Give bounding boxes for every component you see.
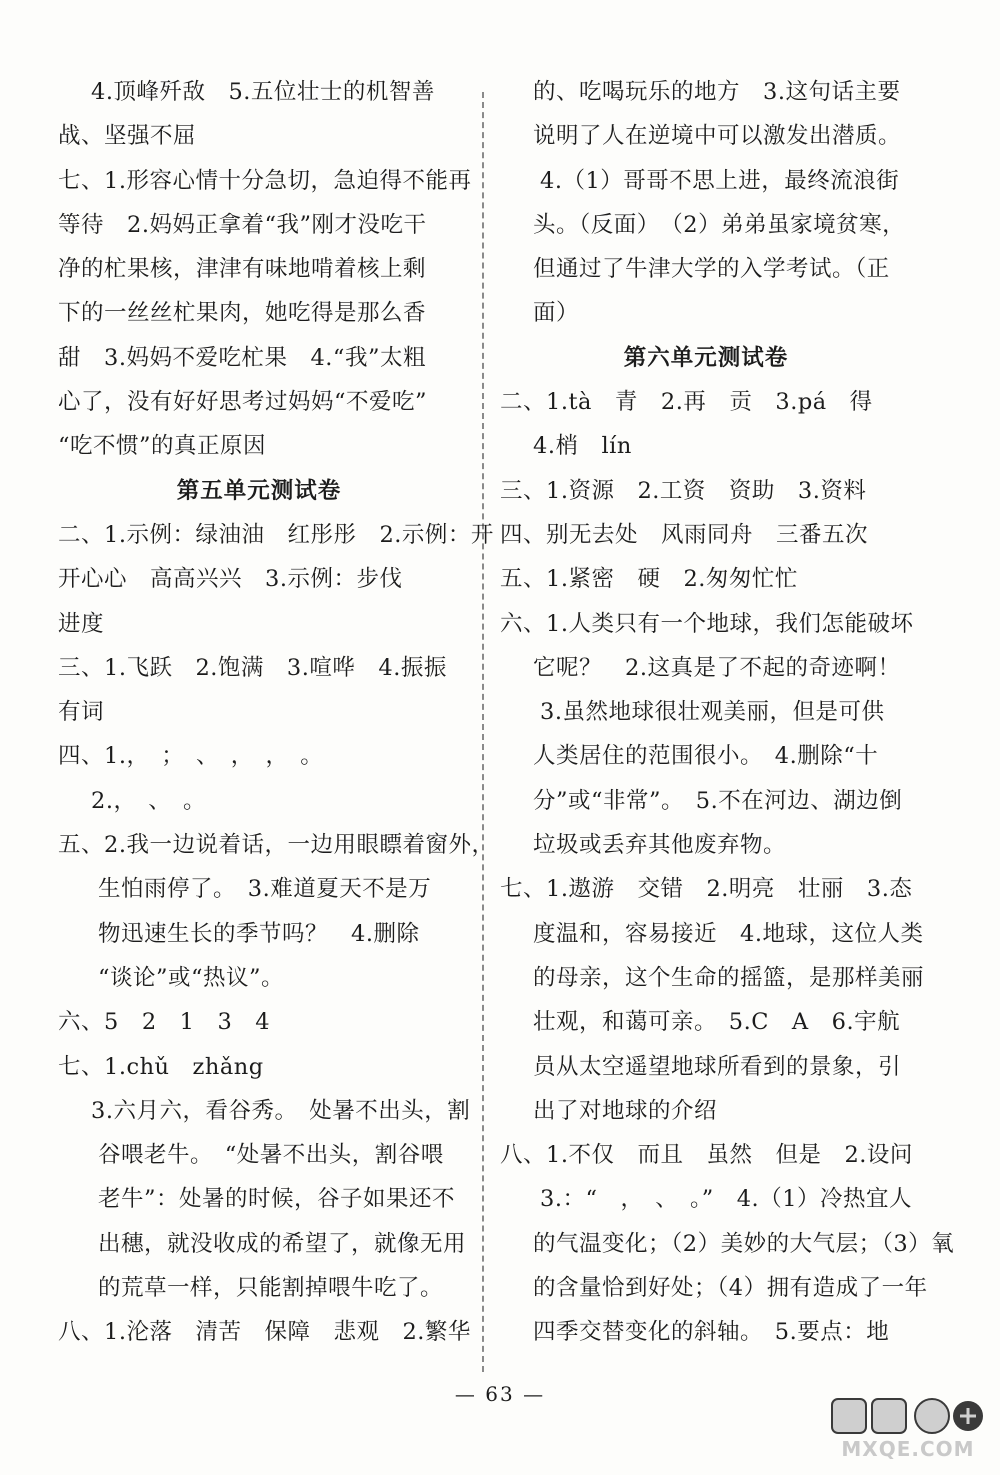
text-line: 开心心 高高兴兴 3.示例：步伐 — [58, 566, 403, 593]
page-number: — 63 — — [454, 1382, 546, 1406]
section-title: 第六单元测试卷 — [623, 344, 789, 371]
left-column — [58, 70, 495, 1355]
text-line: 六、1.人类只有一个地球，我们怎能破坏 — [500, 610, 914, 637]
text-line: 净的杧果核，津津有味地啃着核上剩 — [58, 256, 427, 283]
text-line: 头。（反面） （2）弟弟虽家境贫寒， — [533, 211, 906, 238]
text-line: 三、1.飞跃 2.饱满 3.喧哗 4.振振 — [58, 654, 447, 681]
text-line: 二、1.tà 青 2.再 贡 3.pá 得 — [500, 389, 873, 416]
text-line: 有词 — [58, 699, 105, 726]
text-line: 五、1.紧密 硬 2.匆匆忙忙 — [500, 566, 798, 593]
text-line: 的含量恰到好处；（4）拥有造成了一年 — [533, 1275, 928, 1302]
right-column — [500, 70, 955, 1355]
text-line: “吃不惯”的真正原因 — [58, 433, 267, 460]
text-line: 战、坚强不屈 — [58, 123, 197, 150]
text-line: 老牛”：处暑的时候，谷子如果还不 — [98, 1186, 456, 1213]
text-line: 员从太空遥望地球所看到的景象，引 — [533, 1053, 902, 1080]
text-line: 四季交替变化的斜轴。 5.要点：地 — [533, 1319, 890, 1346]
text-line: 心了，没有好好思考过妈妈“不爱吃” — [58, 389, 428, 416]
text-line: 三、1.资源 2.工资 资助 3.资料 — [500, 477, 867, 504]
text-line: 的母亲，这个生命的摇篮，是那样美丽 — [533, 964, 925, 991]
text-line: 二、1.示例：绿油油 红彤彤 2.示例：开 — [58, 521, 494, 548]
watermark-logo — [828, 1395, 988, 1467]
text-line: 垃圾或丢弃其他废弃物。 — [533, 832, 787, 859]
text-line: “谈论”或“热议”。 — [98, 964, 285, 991]
text-line: 等待 2.妈妈正拿着“我”刚才没吃干 — [58, 211, 427, 238]
text-line: 4.顶峰歼敌 5.五位壮士的机智善 — [91, 79, 435, 105]
text-line: 3.六月六，看谷秀。 处暑不出头，割 — [91, 1097, 471, 1124]
text-line: 的荒草一样，只能割掉喂牛吃了。 — [98, 1275, 444, 1302]
text-line: 3.虽然地球很壮观美丽，但是可供 — [540, 699, 885, 726]
text-line: 它呢？ 2.这真是了不起的奇迹啊！ — [533, 654, 901, 681]
text-line: 4.（1）哥哥不思上进，最终流浪街 — [540, 167, 900, 194]
text-line: 的、吃喝玩乐的地方 3.这句话主要 — [533, 79, 901, 105]
text-line: 壮观，和蔼可亲。 5.C A 6.宇航 — [533, 1009, 901, 1036]
text-line: 五、2.我一边说着话，一边用眼瞟着窗外， — [58, 832, 495, 859]
text-line: 生怕雨停了。 3.难道夏天不是万 — [98, 876, 432, 903]
text-line: 六、5 2 1 3 4 — [58, 1009, 271, 1036]
text-line: 进度 — [58, 610, 105, 637]
text-line: 3.：“ ， 、 。” 4.（1）冷热宜人 — [540, 1186, 913, 1213]
text-line: 面） — [533, 300, 580, 327]
text-line: 四、1.， ； 、 ， ， 。 — [58, 743, 324, 770]
text-line: 下的一丝丝杧果肉，她吃得是那么香 — [58, 300, 427, 327]
text-line: 七、1.遨游 交错 2.明亮 壮丽 3.态 — [500, 876, 913, 903]
section-title: 第五单元测试卷 — [176, 477, 342, 504]
text-line: 甜 3.妈妈不爱吃杧果 4.“我”太粗 — [58, 344, 426, 371]
text-line: 度温和，容易接近 4.地球，这位人类 — [533, 920, 924, 947]
watermark-text: MXQE.COM — [841, 1437, 975, 1461]
text-line: 谷喂老牛。 “处暑不出头，割谷喂 — [98, 1142, 444, 1169]
text-line: 四、别无去处 风雨同舟 三番五次 — [500, 521, 869, 548]
text-line: 七、1.形容心情十分急切，急迫得不能再 — [58, 167, 472, 194]
text-line: 七、1.chǔ zhǎng — [58, 1053, 264, 1080]
text-line: 人类居住的范围很小。 4.删除“十 — [533, 743, 879, 770]
text-line: 2.， 、 。 — [91, 787, 206, 814]
text-line: 说明了人在逆境中可以激发出潜质。 — [533, 123, 902, 150]
text-line: 分”或“非常”。 5.不在河边、湖边倒 — [533, 787, 903, 814]
text-line: 八、1.不仅 而且 虽然 但是 2.设问 — [500, 1142, 913, 1169]
text-line: 4.梢 lín — [533, 433, 632, 460]
text-line: 出了对地球的介绍 — [533, 1097, 718, 1124]
text-line: 但通过了牛津大学的入学考试。（正 — [533, 256, 890, 283]
text-line: 八、1.沦落 清苦 保障 悲观 2.繁华 — [58, 1319, 471, 1346]
text-line: 物迅速生长的季节吗？ 4.删除 — [98, 920, 420, 947]
column-divider — [482, 92, 484, 1372]
text-line: 的气温变化；（2）美妙的大气层；（3）氧 — [533, 1230, 955, 1257]
watermark-logo-icon — [828, 1395, 988, 1439]
text-line: 出穗，就没收成的希望了，就像无用 — [98, 1230, 467, 1257]
